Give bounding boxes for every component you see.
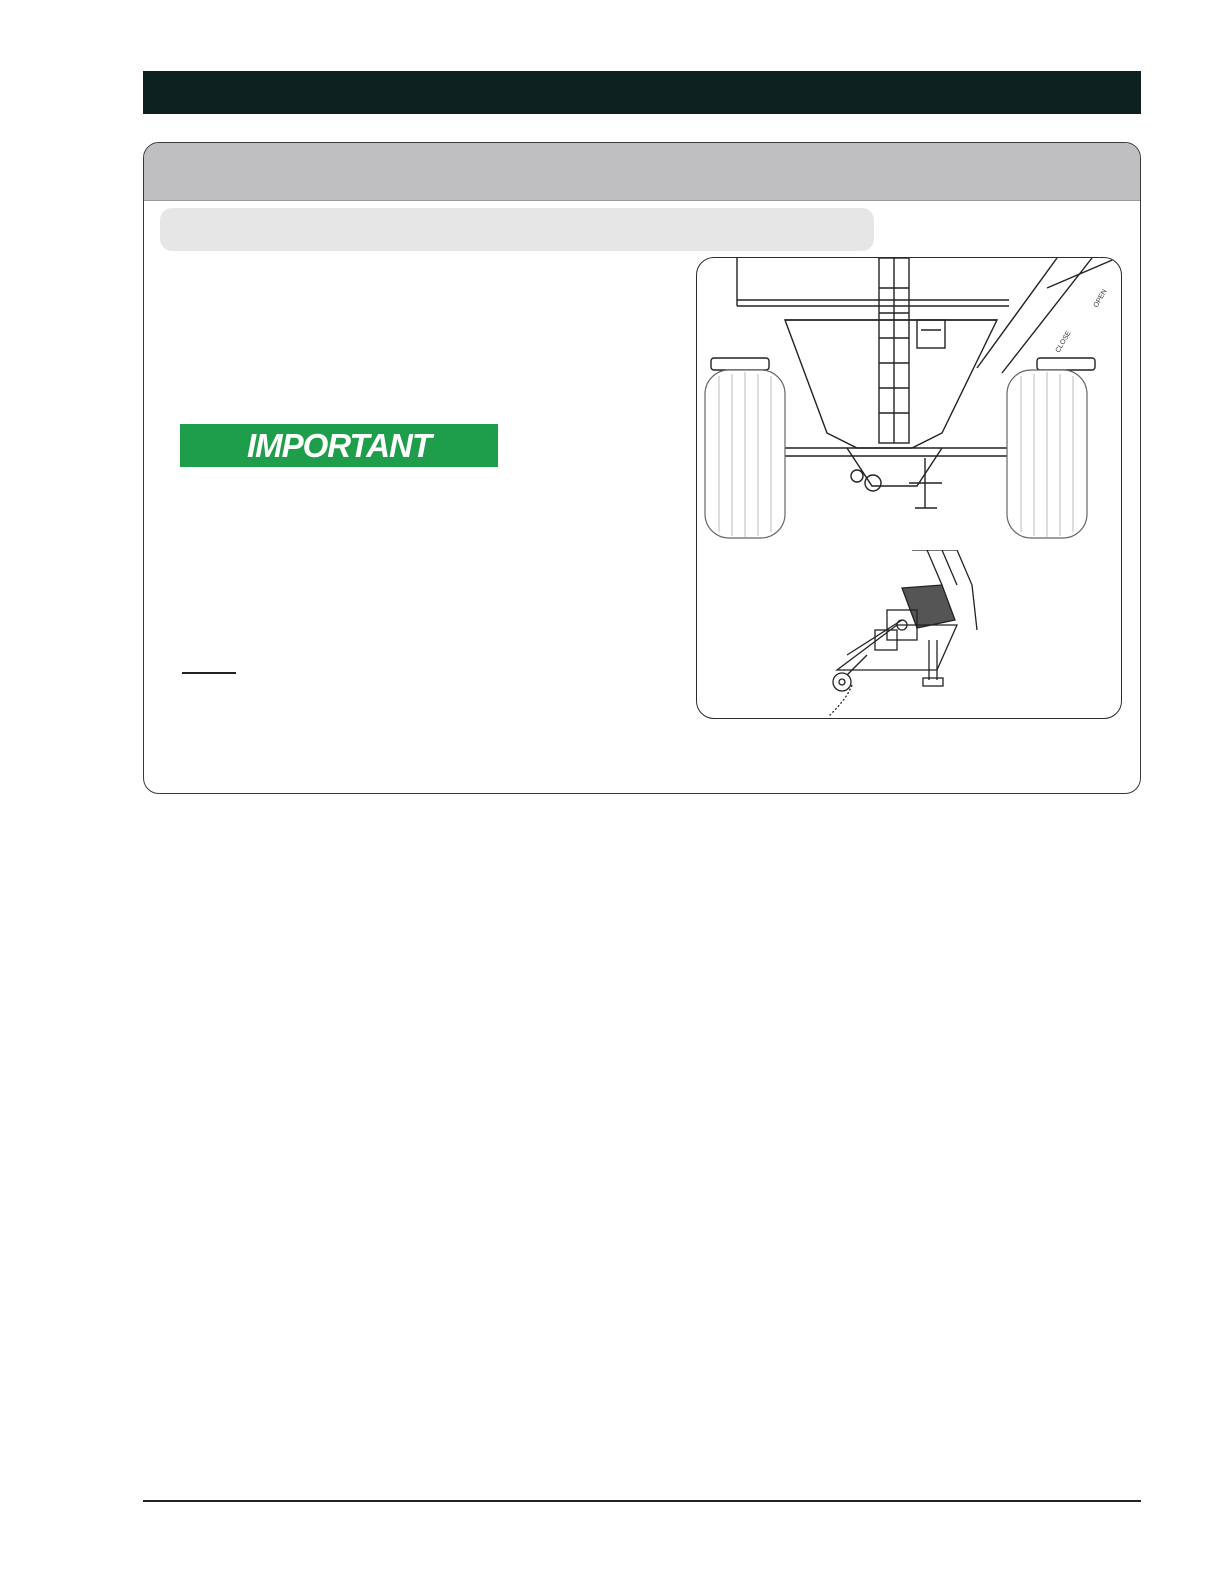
subsection-title-band	[160, 208, 874, 251]
important-callout	[180, 424, 498, 467]
footer-rule	[143, 1500, 1141, 1502]
note-underline	[182, 672, 236, 674]
tank-label-close: CLOSE	[1054, 329, 1073, 354]
hitch-jack-detail-illustration	[697, 550, 1121, 718]
grain-cart-rear-illustration	[697, 258, 1121, 548]
important-label-text: IMPORTANT	[246, 426, 432, 464]
section-panel	[143, 142, 1141, 794]
page-header-bar	[143, 71, 1141, 114]
section-title-band	[144, 143, 1140, 201]
tank-label-open: OPEN	[1092, 288, 1109, 309]
figure-frame	[696, 257, 1122, 719]
